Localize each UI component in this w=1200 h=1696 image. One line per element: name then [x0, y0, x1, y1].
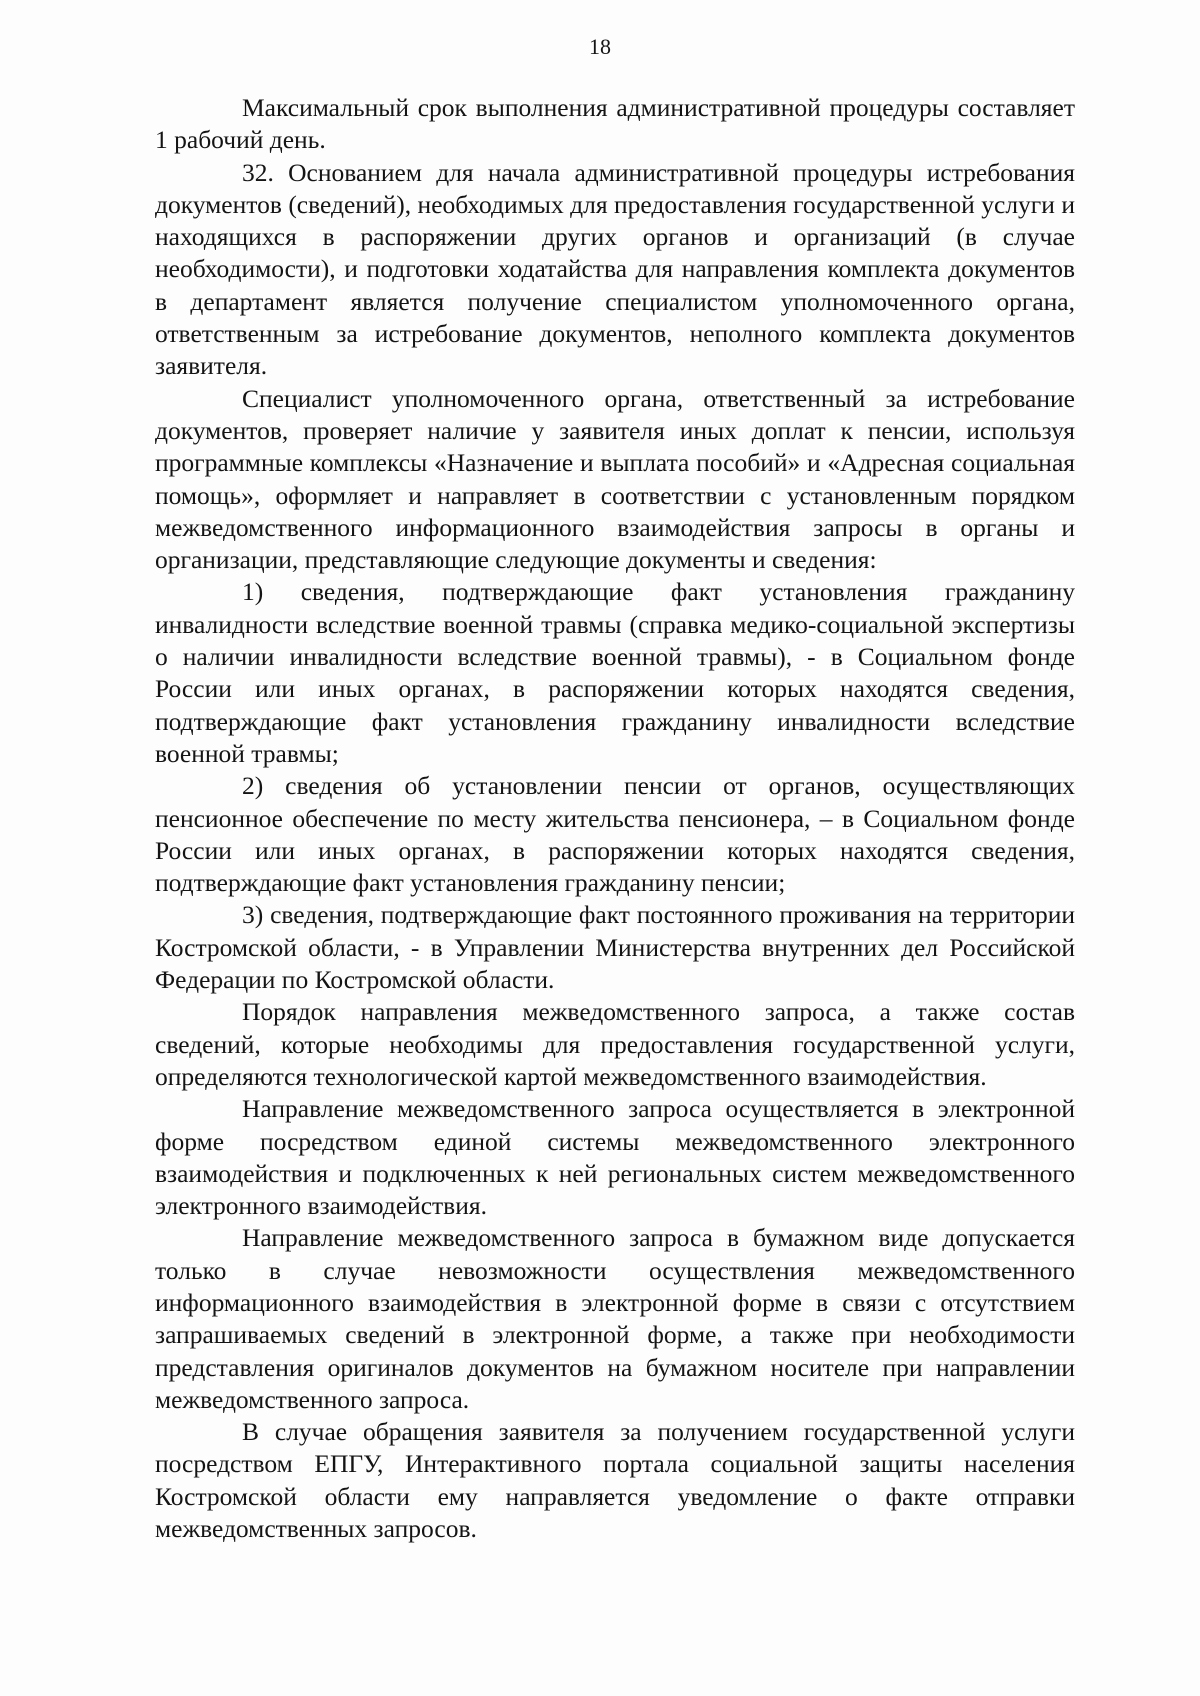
list-item-3: 3) сведения, подтверждающие факт постоянного проживания на территории Костромской области, - в Управлении Министерства внутренних дел Российской Федерации по Костромской области.	[155, 900, 1075, 995]
list-item-1: 1) сведения, подтверждающие факт установления гражданину инвалидности вследствие военной травмы (справка медико-социальной экспертизы о наличии инвалидности вследствие военной травмы), - в Социальном фонде России или иных органах, в распоряжении которых находятся сведения, подтверждающие факт установления гражданину инвалидности вследствие военной травмы;	[155, 577, 1075, 768]
list-item-2: 2) сведения об установлении пенсии от органов, осуществляющих пенсионное обеспечение по месту жительства пенсионера, – в Социальном фонде России или иных органах, в распоряжении которых находятся сведения, подтверждающие факт установления гражданину пенсии;	[155, 771, 1075, 898]
paragraph-request-order: Порядок направления межведомственного запроса, а также состав сведений, которые необходимы для предоставления государственной услуги, определяются технологической картой межведомственного взаимодействия.	[155, 997, 1075, 1091]
paragraph-paper-request: Направление межведомственного запроса в бумажном виде допускается только в случае невозможности осуществления межведомственного информационного взаимодействия в электронной форме в связи с отсутствием запрашиваемых сведений в электронной форме, а также при необходимости представления оригиналов документов на бумажном носителе при направлении межведомственного запроса.	[155, 1223, 1075, 1414]
paragraph-notification: В случае обращения заявителя за получением государственной услуги посредством ЕПГУ, Интерактивного портала социальной защиты населения Костромской области ему направляется уведомление о факте отправки межведомственных запросов.	[155, 1417, 1075, 1544]
paragraph-item-32: 32. Основанием для начала административной процедуры истребования документов (сведений), необходимых для предоставления государственной услуги и находящихся в распоряжении других органов и организаций (в случае необходимости), и подготовки ходатайства для направления комплекта документов в департамент является получение специалистом уполномоченного органа, ответственным за истребование документов, неполного комплекта документов заявителя.	[155, 157, 1075, 381]
paragraph-specialist: Специалист уполномоченного органа, ответственный за истребование документов, проверяет наличие у заявителя иных доплат к пенсии, используя программные комплексы «Назначение и выплата пособий» и «Адресная социальная помощь», оформляет и направляет в соответствии с установленным порядком межведомственного информационного взаимодействия запросы в органы и организации, представляющие следующие документы и сведения:	[155, 383, 1075, 575]
paragraph-procedure-term: Максимальный срок выполнения административной процедуры составляет 1 рабочий день.	[155, 93, 1075, 155]
page-number: 18	[589, 34, 611, 59]
paragraph-electronic-request: Направление межведомственного запроса осуществляется в электронной форме посредством единой системы межведомственного электронного взаимодействия и подключенных к ней региональных систем межведомственного электронного взаимодействия.	[155, 1094, 1075, 1221]
document-body	[155, 92, 1075, 1545]
